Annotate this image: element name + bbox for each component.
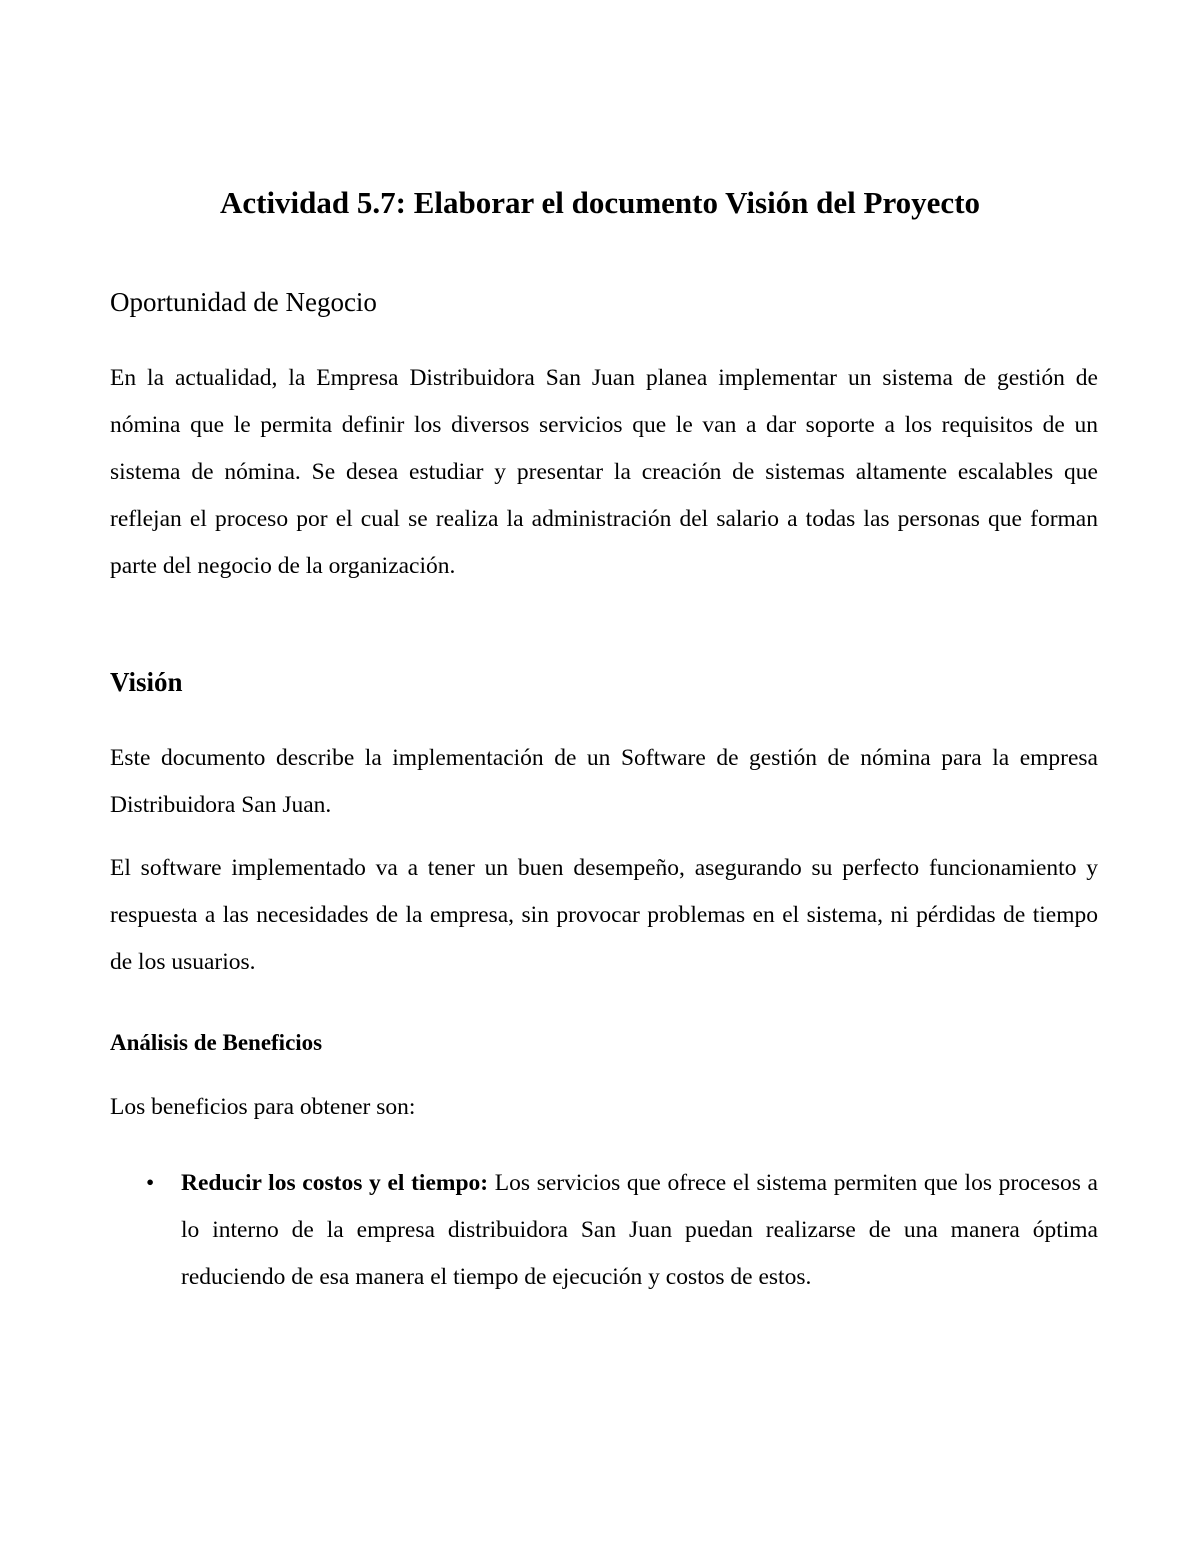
paragraph-oportunidad: En la actualidad, la Empresa Distribuidora San Juan planea implementar un sistema de gestión de nómina que le permita definir los diversos servicios que le van a dar soporte a los requisitos de un sistema de nómina. Se desea estudiar y presentar la creación de sistemas altamente escalables que reflejan el proceso por el cual se realiza la administración del salario a todas las personas que forman parte del negocio de la organización. xyxy=(110,365,1098,579)
heading-analisis-de-beneficios: Análisis de Beneficios xyxy=(110,1030,323,1055)
paragraph-vision-1: Este documento describe la implementación de un Software de gestión de nómina para la empresa Distribuidora San Juan. xyxy=(110,745,1098,818)
bullet-text xyxy=(181,1160,1098,1301)
bullet-description: Los servicios que ofrece el sistema permiten que los procesos a lo interno de la empresa distribuidora San Juan puedan realizarse de una manera óptima reduciendo de esa manera el tiempo de ejecución y costos de estos. xyxy=(181,1170,1098,1290)
document-title: Actividad 5.7: Elaborar el documento Visión del Proyecto xyxy=(219,185,981,220)
bullet-label: Reducir los costos y el tiempo: xyxy=(181,1170,489,1196)
benefits-intro: Los beneficios para obtener son: xyxy=(110,1094,416,1120)
paragraph-vision-2: El software implementado va a tener un buen desempeño, asegurando su perfecto funcionamiento y respuesta a las necesidades de la empresa, sin provocar problemas en el sistema, ni pérdidas de tiempo de los usuarios. xyxy=(110,855,1098,975)
heading-vision: Visión xyxy=(110,667,183,697)
heading-oportunidad-de-negocio: Oportunidad de Negocio xyxy=(110,287,377,317)
bullet-icon: • xyxy=(146,1170,155,1196)
